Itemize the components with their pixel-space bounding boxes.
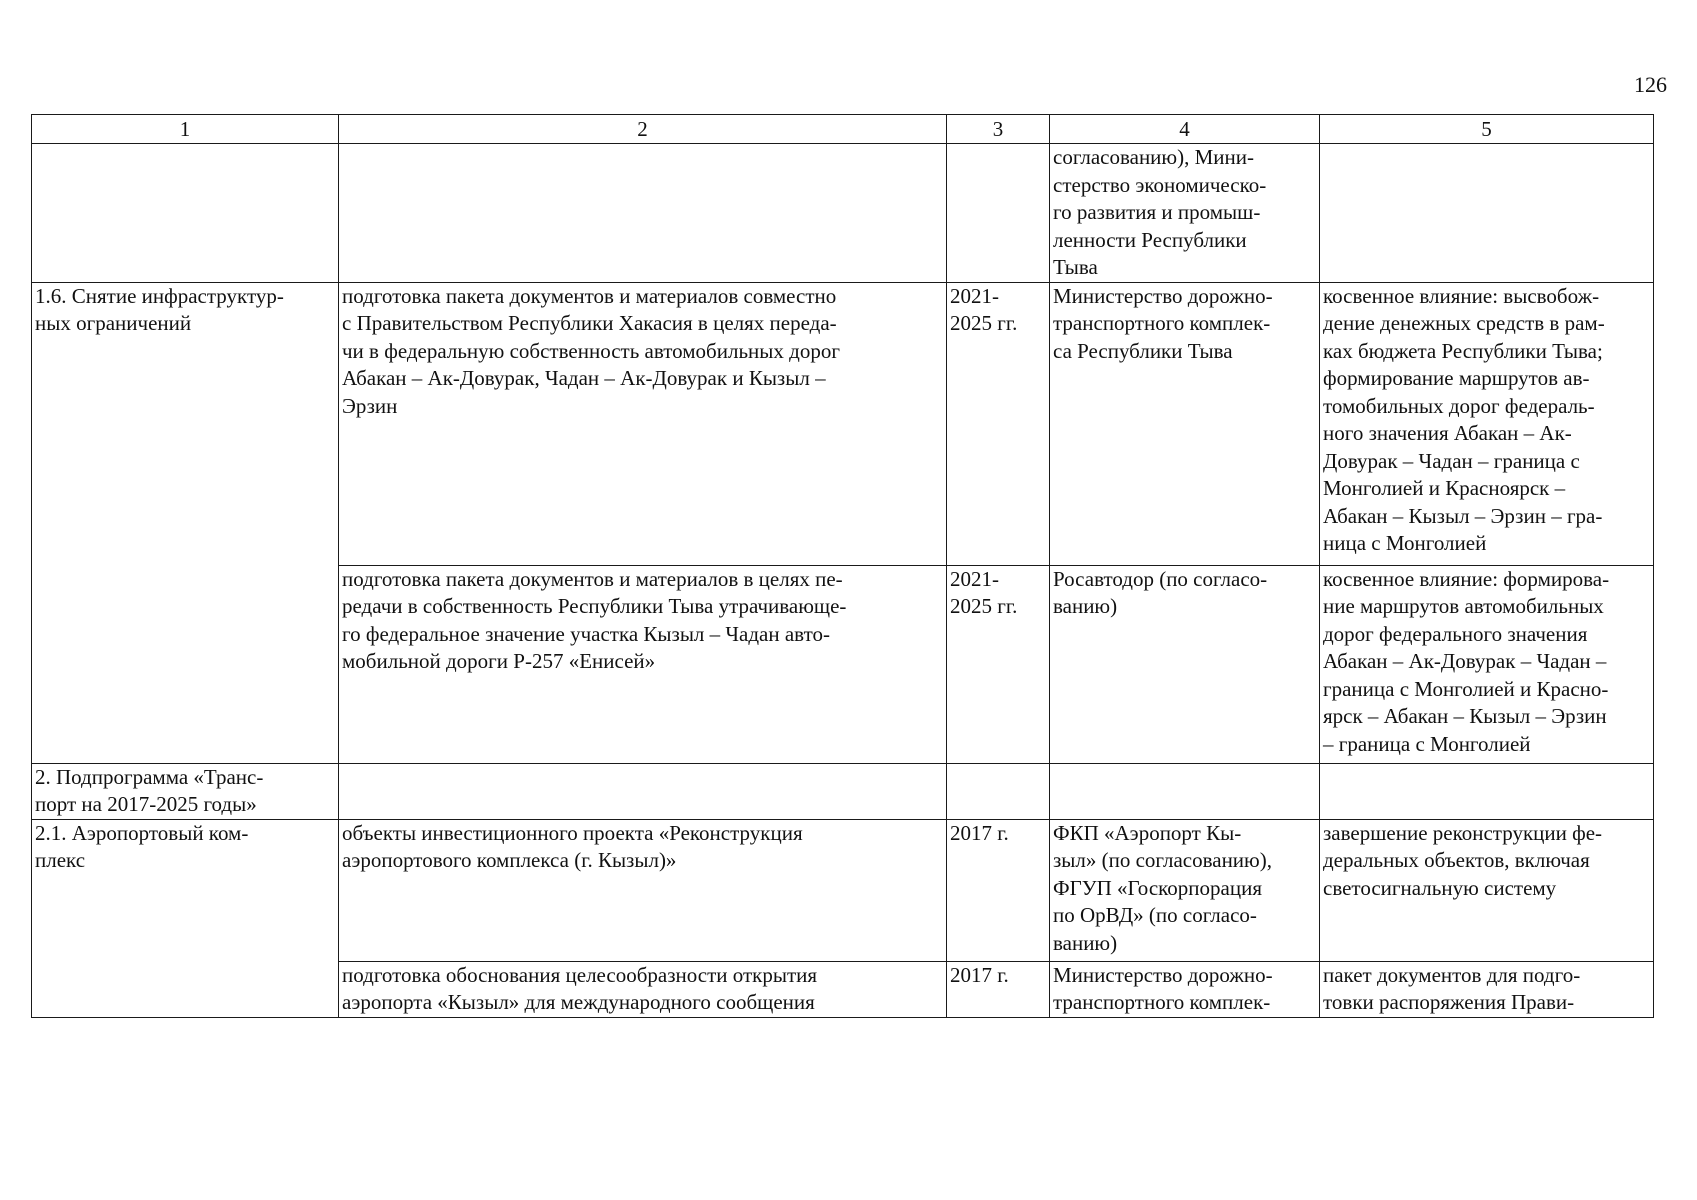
table-row <box>32 282 1654 565</box>
table-cell: косвенное влияние: формирова- ние маршрутов автомобильных дорог федерального значения Абакан – Ак-Довурак – Чадан – граница с Монголией и Красно- ярск – Абакан – Кызыл – Эрзин – граница с Монголией <box>1320 565 1654 763</box>
table-cell: ФКП «Аэропорт Кы- зыл» (по согласованию), ФГУП «Госкорпорация по ОрВД» (по согласо- ванию) <box>1050 819 1320 961</box>
program-table <box>31 114 1654 1018</box>
table-row <box>32 763 1654 819</box>
table-cell: 2.1. Аэропортовый ком- плекс <box>32 819 339 1017</box>
table-cell: косвенное влияние: высвобож- дение денежных средств в рам- ках бюджета Республики Тыва; формирование маршрутов ав- томобильных дорог федераль- ного значения Абакан – Ак- Довурак – Чадан – граница с Монголией и Красноярск – Абакан – Кызыл – Эрзин – гра- ница с Монголией <box>1320 282 1654 565</box>
column-header-5: 5 <box>1320 115 1654 144</box>
table-cell: Росавтодор (по согласо- ванию) <box>1050 565 1320 763</box>
table-cell: Министерство дорожно- транспортного комплек- <box>1050 961 1320 1017</box>
table-header <box>32 115 1654 144</box>
header-row <box>32 115 1654 144</box>
table-cell: завершение реконструкции фе- деральных объектов, включая светосигнальную систему <box>1320 819 1654 961</box>
table-body <box>32 144 1654 1018</box>
table-cell: 2017 г. <box>947 819 1050 961</box>
table-cell <box>339 763 947 819</box>
table-cell: пакет документов для подго- товки распоряжения Прави- <box>1320 961 1654 1017</box>
table-cell: 2017 г. <box>947 961 1050 1017</box>
column-header-3: 3 <box>947 115 1050 144</box>
column-header-2: 2 <box>339 115 947 144</box>
table-cell <box>947 144 1050 283</box>
column-header-1: 1 <box>32 115 339 144</box>
table-cell: согласованию), Мини- стерство экономическо- го развития и промыш- ленности Республики Тыва <box>1050 144 1320 283</box>
table-cell: подготовка пакета документов и материалов в целях пе- редачи в собственность Республики Тыва утрачивающе- го федеральное значение участка Кызыл – Чадан авто- мобильной дороги Р-257 «Енисей» <box>339 565 947 763</box>
table-cell <box>1050 763 1320 819</box>
table-cell <box>339 144 947 283</box>
table-row <box>32 144 1654 283</box>
table-cell: 2021- 2025 гг. <box>947 565 1050 763</box>
table-cell: подготовка обоснования целесообразности открытия аэропорта «Кызыл» для международного сообщения <box>339 961 947 1017</box>
table-cell <box>32 144 339 283</box>
table-cell <box>1320 144 1654 283</box>
table-cell <box>947 763 1050 819</box>
table-cell: 2. Подпрограмма «Транс- порт на 2017-2025 годы» <box>32 763 339 819</box>
table-cell: 2021- 2025 гг. <box>947 282 1050 565</box>
page-number: 126 <box>1634 72 1667 97</box>
table-row <box>32 819 1654 961</box>
table-cell: Министерство дорожно- транспортного комплек- са Республики Тыва <box>1050 282 1320 565</box>
column-header-4: 4 <box>1050 115 1320 144</box>
table-cell: объекты инвестиционного проекта «Реконструкция аэропортового комплекса (г. Кызыл)» <box>339 819 947 961</box>
table-cell: подготовка пакета документов и материалов совместно с Правительством Республики Хакасия в целях переда- чи в федеральную собственность автомобильных дорог Абакан – Ак-Довурак, Чадан – Ак-Довурак и Кызыл – Эрзин <box>339 282 947 565</box>
table-cell <box>1320 763 1654 819</box>
table-cell: 1.6. Снятие инфраструктур- ных ограничений <box>32 282 339 763</box>
